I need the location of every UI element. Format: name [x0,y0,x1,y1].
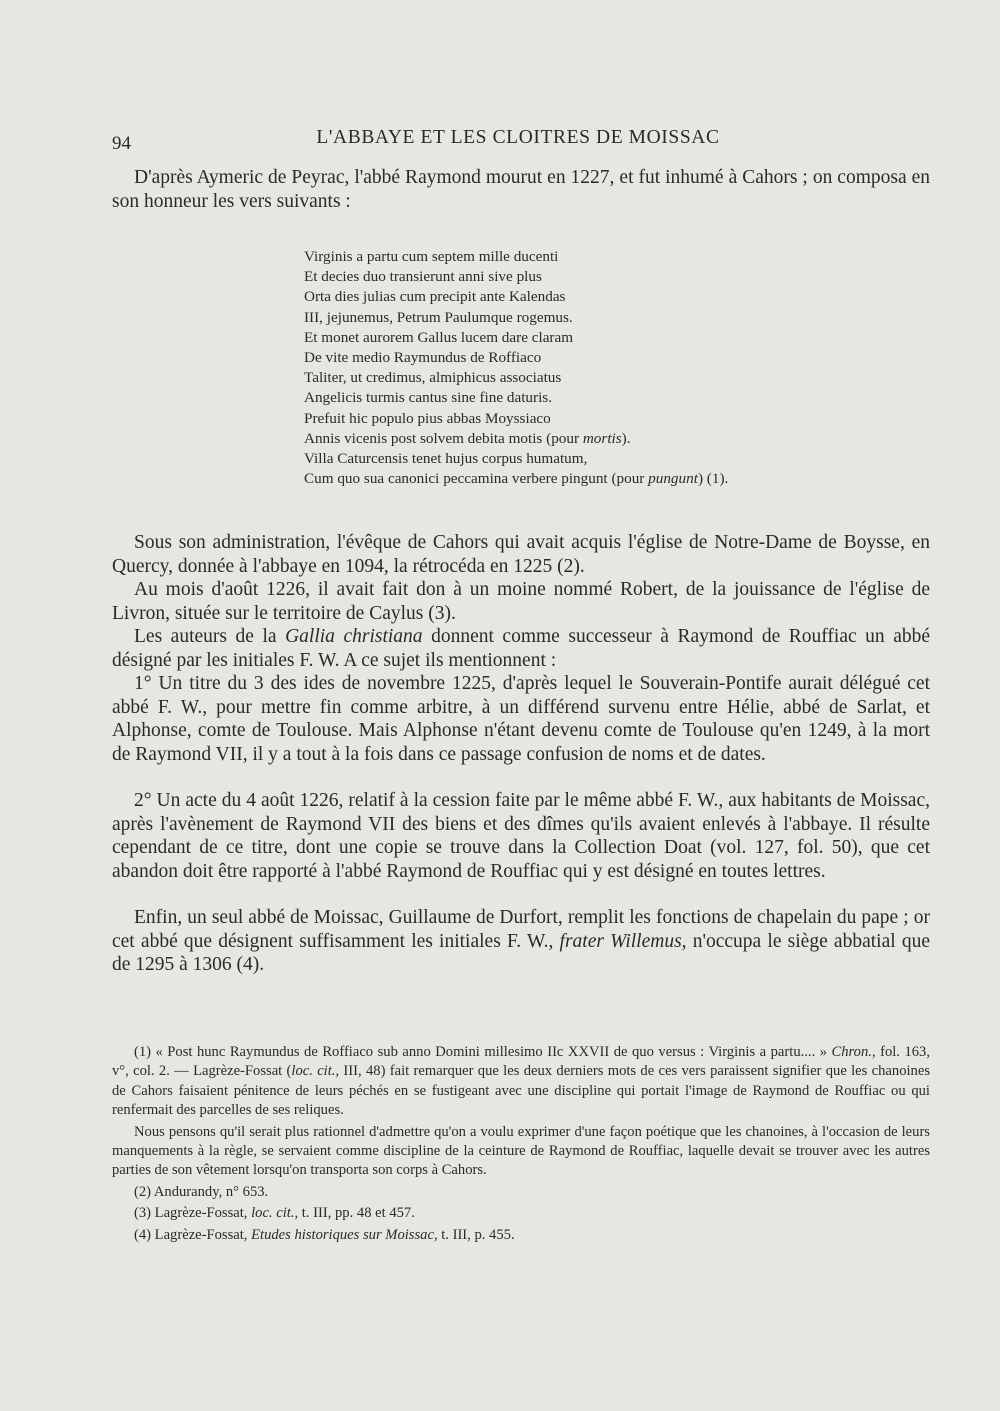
footnote-text: , t. III, p. 455. [433,1226,515,1243]
verse-line: III, jejunemus, Petrum Paulumque rogemus. [304,308,573,326]
paragraph-text: Enfin, un seul abbé de Moissac, Guillaume de Durfort, remplit les fonctions de chapelain du pape ; or cet abbé que désignent suffisamment les initiales F. W., [112,907,930,952]
footnote-3 [112,1204,930,1223]
footnote-1 [112,1043,930,1121]
paragraph-gallia [112,625,930,672]
verse-line: De vite medio Raymundus de Roffiaco [304,349,542,367]
verse-line [304,469,924,489]
running-title: L'ABBAYE ET LES CLOITRES DE MOISSAC [316,127,720,148]
footnote-italic: loc. cit. [291,1063,336,1080]
verse-italic: pungunt [648,470,698,488]
footnote-text: (4) Lagrèze-Fossat, [134,1226,252,1243]
paragraph-titre-1225: 1° Un titre du 3 des ides de novembre 1225, d'après lequel le Souverain-Pontife aurait délégué cet abbé F. W., pour mettre fin comme arbitre, à un différend survenu entre Hélie, abbé de Sarlat, et Alphonse, comte de Toulouse. Mais Alphonse n'étant devenu comte de Toulouse qu'en 1249, à la mort de Raymond VII, il y a tout à la fois dans ce passage confusion de noms et de dates. [112,673,930,765]
intro-paragraph: D'après Aymeric de Peyrac, l'abbé Raymond mourut en 1227, et fut inhumé à Cahors ; on composa en son honneur les vers suivants : [112,167,930,212]
footnote-text: (3) Lagrèze-Fossat, [134,1205,252,1222]
footnote-italic: loc. cit. [251,1205,295,1222]
page-header [112,127,924,157]
footnote-4 [112,1226,930,1245]
paragraph-text: donnent comme successeur à Raymond de Rouffiac un abbé désigné par les initiales F. W. A ce sujet ils mentionnent : [112,626,931,671]
footnote-text: , III, 48) fait remarquer que les deux derniers mots de ces vers paraissent signifier que les chanoines de Cahors faisaient pénitence de leurs péchés en se fustigeant avec une discipline qui portait l'image de Raymond de Rouffiac ou qui renfermait des parcelles de ses reliques. [112,1063,931,1119]
verse-text: Cum quo sua canonici peccamina verbere pingunt (pour [304,470,649,488]
verse-text: ). [621,429,631,447]
footnote-text: , fol. 163, v°, col. 2. — Lagrèze-Fossat ( [112,1044,930,1080]
paragraph-livron: Au mois d'août 1226, il avait fait don à un moine nommé Robert, de la jouissance de l'église de Livron, située sur le territoire de Caylus (3). [112,579,930,624]
footnote-italic: Chron. [831,1044,872,1060]
paragraph-text: , n'occupa le siège abbatial que de 1295 à 1306 (4). [112,930,930,975]
verse-line: Et monet aurorem Gallus lucem dare claram [304,328,574,346]
verse-text: ) (1). [697,470,729,488]
paragraph-acte-1226: 2° Un acte du 4 août 1226, relatif à la cession faite par le même abbé F. W., aux habitants de Moissac, après l'avènement de Raymond VII des biens et des dîmes qu'ils avaient enlevés à l'abbaye. Il résulte cependant de ce titre, dont une copie se trouve dans la Collection Doat (vol. 127, fol. 50), que cet abandon doit être rapporté à l'abbé Raymond de Rouffiac qui y est désigné en toutes lettres. [112,790,930,882]
verse-line: Angelicis turmis cantus sine fine daturis. [304,389,553,407]
verse-line: Et decies duo transierunt anni sive plus [304,268,542,286]
paragraph-italic: frater Willemus [559,930,682,952]
paragraph-boysse: Sous son administration, l'évêque de Cahors qui avait acquis l'église de Notre-Dame de Boysse, en Quercy, donnée à l'abbaye en 1094, la rétrocéda en 1225 (2). [112,532,930,577]
footnote-italic: Etudes historiques sur Moissac [251,1226,434,1243]
verse-line [304,429,924,449]
footnote-2: (2) Andurandy, n° 653. [134,1183,269,1200]
footnote-1-continued: Nous pensons qu'il serait plus rationnel d'admettre qu'on a voulu exprimer d'une façon poétique que les chanoines, à l'occasion de leurs manquements à la règle, se servaient comme discipline de la ceinture de Raymond de Rouffiac, laquelle devait se trouver avec les autres parties de son vêtement lorsqu'on transporta son corps à Cahors. [112,1123,930,1179]
footnote-text: , t. III, pp. 48 et 457. [294,1205,415,1222]
footnote-text: (1) « Post hunc Raymundus de Roffiaco sub anno Domini millesimo IIc XXVII de quo versus : Virginis a partu.... » [134,1044,832,1060]
verse-line: Villa Caturcensis tenet hujus corpus humatum, [304,450,588,468]
paragraph-text: Les auteurs de la [134,626,286,647]
paragraph-italic: Gallia christiana [285,626,423,647]
verse-line: Prefuit hic populo pius abbas Moyssiaco [304,409,551,427]
footnotes [112,1043,930,1247]
latin-verse [304,247,924,489]
verse-line: Orta dies julias cum precipit ante Kalendas [304,288,566,306]
paragraph-durfort [112,906,930,977]
page-number: 94 [112,133,131,154]
verse-line: Taliter, ut credimus, almiphicus associatus [304,369,562,387]
verse-text: Annis vicenis post solvem debita motis (pour [304,429,583,447]
verse-line: Virginis a partu cum septem mille ducenti [304,248,559,265]
verse-italic: mortis [582,429,622,447]
